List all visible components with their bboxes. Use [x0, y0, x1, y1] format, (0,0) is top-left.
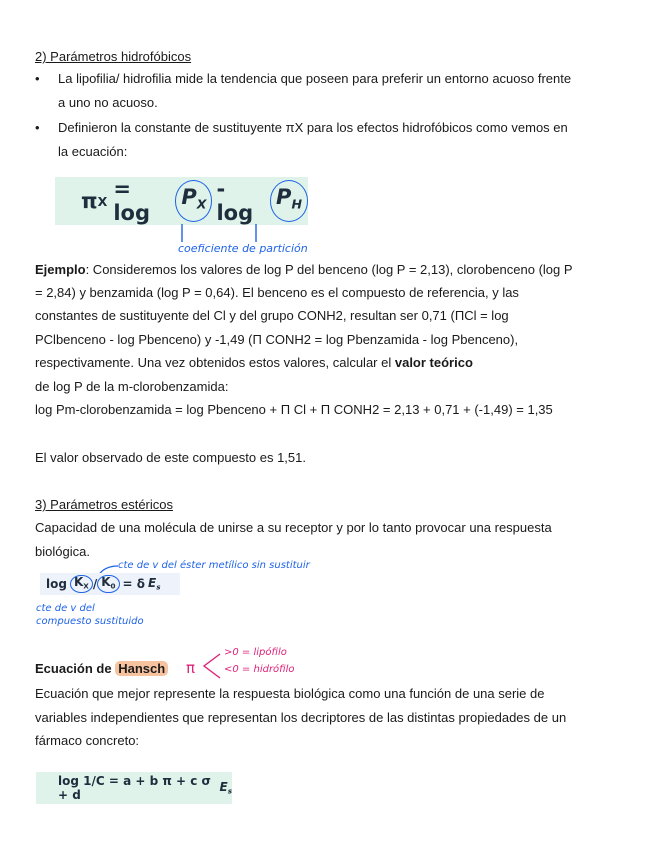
example-line4: PClbenceno - log Pbenceno) y -1,49 (Π CONH2 = log Pbenzamida - log Pbenceno),	[35, 332, 519, 347]
steric-rhs: = δ	[122, 577, 146, 591]
section3-heading: 3) Parámetros estéricos	[35, 497, 173, 512]
bullet1-line2: a uno no acuoso.	[58, 95, 158, 110]
hansch-equation	[36, 772, 232, 804]
example-line3: constantes de sustituyente del Cl y del grupo CONH2, resultan ser 0,71 (ΠCl = log	[35, 308, 509, 323]
steric-log: log	[46, 577, 67, 591]
equals-log: = log	[113, 177, 151, 225]
steric-es: $E_s$	[148, 576, 161, 592]
hansch-equation-lhs: log 1/C = a + b π + c σ + d	[58, 774, 211, 802]
steric-equation	[40, 573, 180, 595]
hansch-heading: Ecuación de Hansch	[35, 661, 168, 677]
steric-slash: /	[92, 577, 98, 591]
example-line6: de log P de la m-clorobenzamida:	[35, 379, 229, 394]
bullet2-line2: la ecuación:	[58, 144, 128, 159]
section3-line2: biológica.	[35, 544, 90, 559]
handwritten-substituted-note-2: compuesto sustituido	[36, 616, 144, 627]
circled-px: $P_X$	[175, 180, 212, 221]
hansch-line3: fármaco concreto:	[35, 733, 140, 748]
hansch-line2: variables independientes que representan los decriptores de las distintas propiedades de un	[35, 710, 567, 725]
example-line2: = 2,84) y benzamida (log P = 0,64). El benceno es el compuesto de referencia, y las	[35, 285, 519, 300]
handwritten-substituted-note-1: cte de v del	[36, 603, 95, 614]
circled-ph: $P_H$	[270, 180, 308, 221]
example-line5: respectivamente. Una vez obtenidos estos valores, calcular el valor teórico	[35, 355, 473, 370]
handwritten-partition-coefficient: coeficiente de partición	[178, 242, 308, 255]
bullet-dot: •	[35, 120, 40, 135]
bullet2-line1: Definieron la constante de sustituyente πX para los efectos hidrofóbicos como vemos en	[58, 120, 568, 135]
bullet-dot: •	[35, 71, 40, 86]
hansch-es: $E_s$	[219, 780, 232, 796]
hansch-note-positive: >0 = lipófilo	[224, 647, 287, 658]
handwritten-ester-note: cte de v del éster metílico sin sustituir	[118, 560, 310, 571]
observed-value: El valor observado de este compuesto es 1,51.	[35, 450, 306, 465]
pi-subscript: X	[97, 193, 108, 209]
hansch-brace	[200, 651, 224, 681]
example-line7: log Pm-clorobenzamida = log Pbenceno + Π Cl + Π CONH2 = 2,13 + 0,71 + (-1,49) = 1,35	[35, 402, 553, 417]
bullet1-line1: La lipofilia/ hidrofilia mide la tendencia que poseen para preferir un entorno acuoso frente	[58, 71, 572, 86]
section2-heading: 2) Parámetros hidrofóbicos	[35, 49, 192, 64]
section3-line1: Capacidad de una molécula de unirse a su receptor y por lo tanto provocar una respuesta	[35, 520, 552, 535]
example-line1: Ejemplo: Consideremos los valores de log P del benceno (log P = 2,13), clorobenceno (log P	[35, 262, 573, 277]
hansch-line1: Ecuación que mejor represente la respuesta biológica como una función de una serie de	[35, 686, 545, 701]
handwritten-arrows	[160, 222, 280, 246]
minus-log: - log	[216, 177, 254, 225]
hansch-pi: π	[186, 659, 196, 677]
pi-symbol: π	[81, 189, 98, 213]
circled-k0: $K_0$	[97, 575, 119, 594]
hansch-note-negative: <0 = hidrófilo	[224, 664, 295, 675]
circled-kx: $K_X$	[70, 575, 93, 594]
hydrophobic-equation	[55, 177, 308, 225]
